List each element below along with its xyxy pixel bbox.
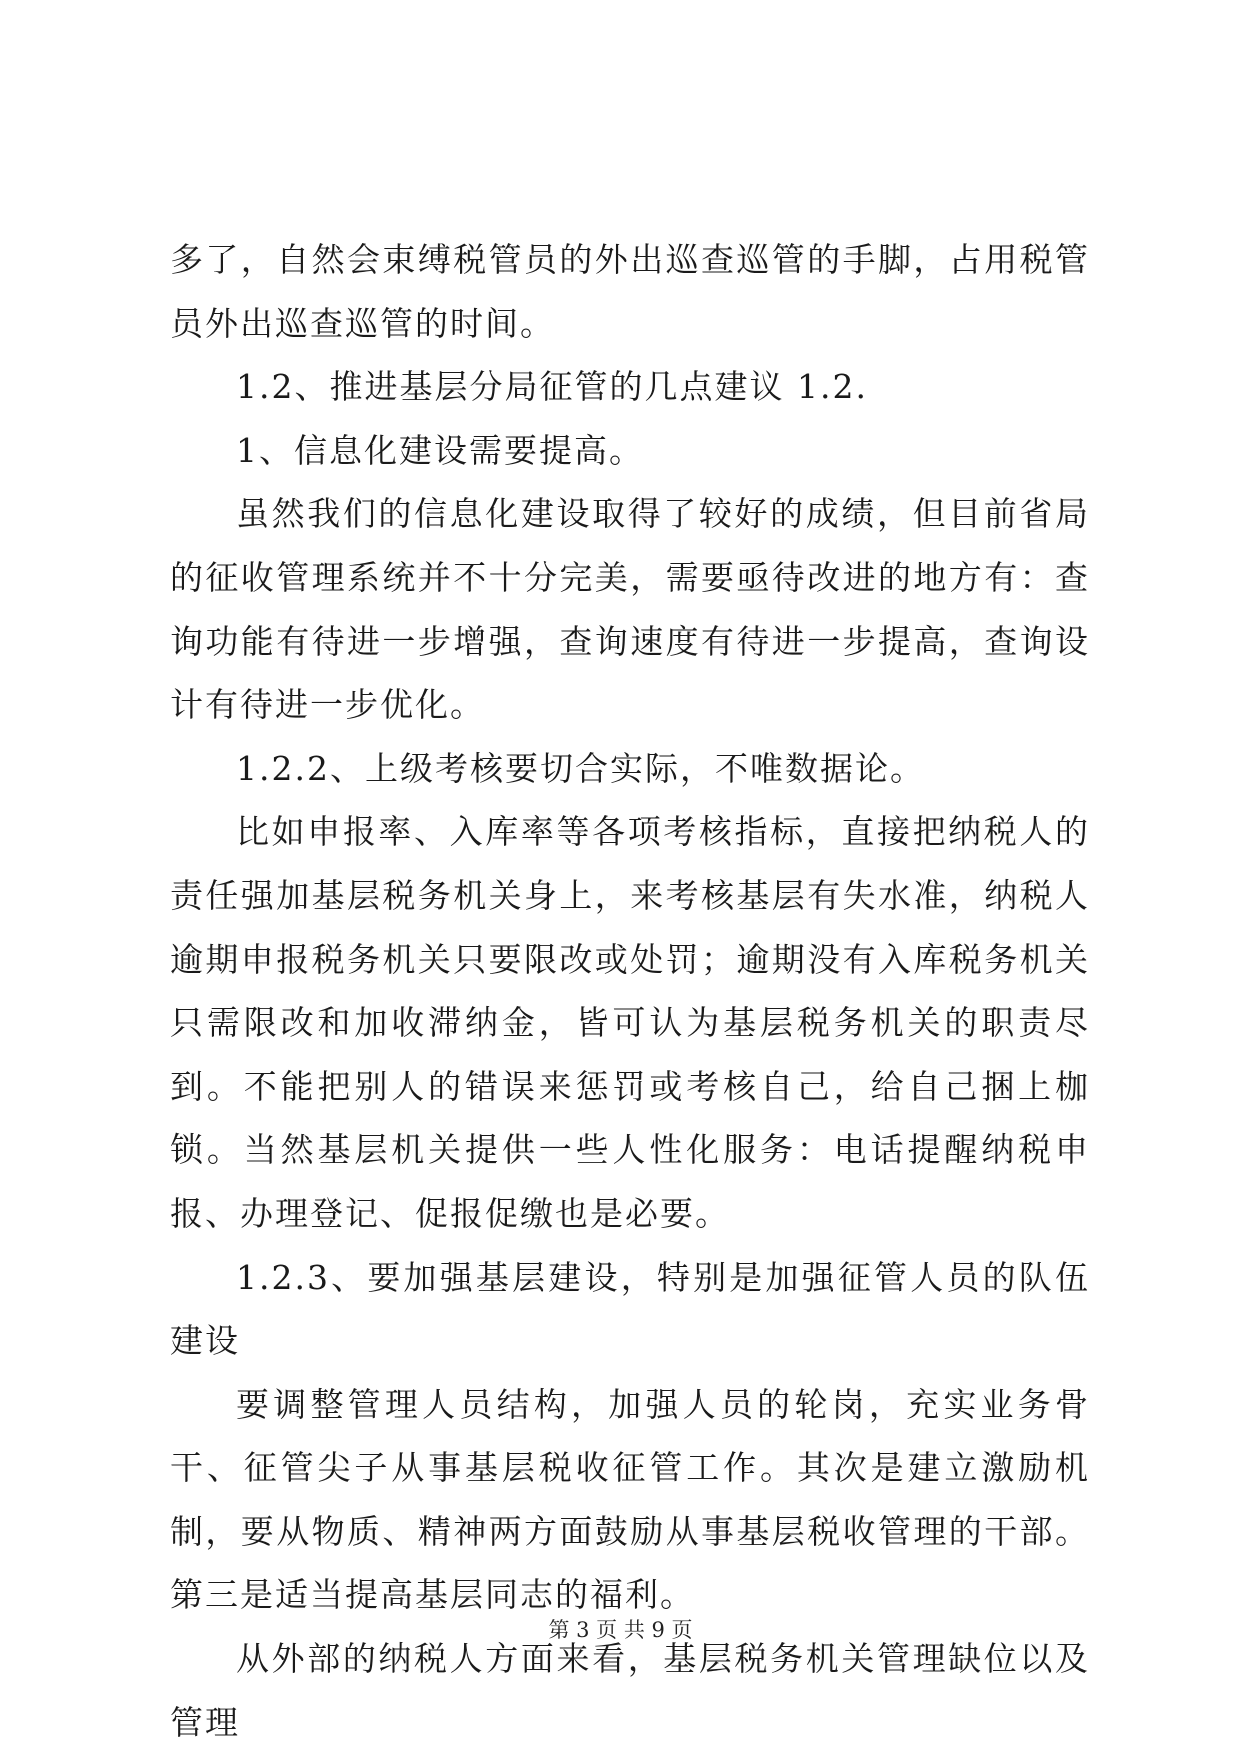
- section-heading: 1.2、推进基层分局征管的几点建议 1.2.: [236, 367, 868, 407]
- page-number: 第 3 页 共 9 页: [548, 1618, 693, 1642]
- paragraph: 比如申报率、入库率等各项考核指标，直接把纳税人的责任强加基层税务机关身上，来考核基层有失水准，纳税人逾期申报税务机关只要限改或处罚；逾期没有入库税务机关只需限改和加收滞纳金，皆可认为基层税务机关的职责尽到。不能把别人的错误来惩罚或考核自己，给自己捆上枷锁。当然基层机关提供一些人性化服务：电话提醒纳税申报、办理登记、促报促缴也是必要。: [170, 812, 1090, 1233]
- subsection-heading: 1、信息化建设需要提高。: [236, 430, 644, 470]
- paragraph: 要调整管理人员结构，加强人员的轮岗，充实业务骨干、征管尖子从事基层税收征管工作。其次是建立激励机制，要从物质、精神两方面鼓励从事基层税收管理的干部。第三是适当提高基层同志的福利。: [170, 1384, 1090, 1615]
- subsection-heading: 1.2.2、上级考核要切合实际，不唯数据论。: [236, 748, 925, 788]
- paragraph: 多了，自然会束缚税管员的外出巡查巡管的手脚，占用税管员外出巡查巡管的时间。: [170, 240, 1090, 343]
- page-footer: [0, 1616, 1241, 1644]
- subsection-heading: 1.2.3、要加强基层建设，特别是加强征管人员的队伍建设: [170, 1257, 1090, 1361]
- document-body: [170, 228, 1090, 1754]
- paragraph: 从外部的纳税人方面来看，基层税务机关管理缺位以及管理: [170, 1639, 1090, 1742]
- paragraph: 虽然我们的信息化建设取得了较好的成绩，但目前省局的征收管理系统并不十分完美，需要亟待改进的地方有：查询功能有待进一步增强，查询速度有待进一步提高，查询设计有待进一步优化。: [170, 494, 1090, 725]
